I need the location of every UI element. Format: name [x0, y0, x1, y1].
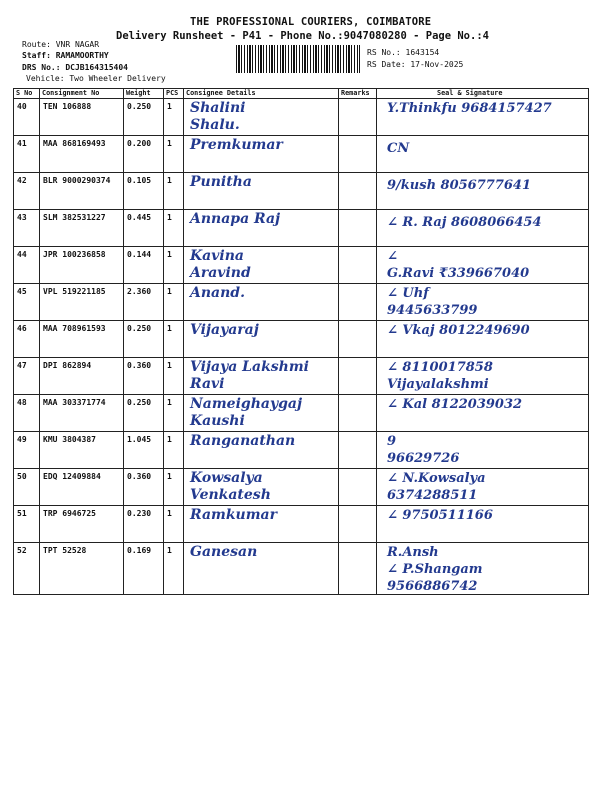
pcs: 1 — [167, 213, 172, 222]
signature-handwriting: ∠ Kal 8122039032 — [387, 397, 523, 412]
pcs: 1 — [167, 139, 172, 148]
sno-cell — [14, 358, 40, 395]
signature-cell — [377, 284, 589, 321]
signature-handwriting: ∠ R. Raj 8608066454 — [387, 215, 542, 230]
sno: 48 — [17, 398, 27, 407]
consignment-cell — [40, 284, 124, 321]
weight: 0.200 — [127, 139, 152, 148]
table-row — [14, 432, 589, 469]
signature-handwriting: 9 — [387, 434, 397, 449]
rs-date: RS Date: 17-Nov-2025 — [367, 60, 464, 69]
consignee-cell — [184, 395, 339, 432]
consignment-cell — [40, 173, 124, 210]
company-title: THE PROFESSIONAL COURIERS, COIMBATORE — [190, 16, 432, 28]
consignment-cell — [40, 395, 124, 432]
remarks — [339, 432, 376, 435]
sno: 45 — [17, 287, 27, 296]
signature-handwriting: ∠ N.Kowsalya — [387, 471, 486, 486]
consignment-cell — [40, 358, 124, 395]
consignee-handwriting: Nameighaygaj — [190, 396, 303, 412]
sno: 51 — [17, 509, 27, 518]
remarks — [339, 358, 376, 361]
runsheet-line: Delivery Runsheet - P41 - Phone No.:9047080280 - Page No.:4 — [116, 30, 489, 42]
pcs: 1 — [167, 102, 172, 111]
consignee-handwriting: Shalini — [190, 100, 246, 116]
weight-cell — [124, 247, 164, 284]
consignee-handwriting: Kowsalya — [190, 470, 263, 486]
consignee-cell — [184, 432, 339, 469]
table-row — [14, 173, 589, 210]
signature-handwriting: ∠ P.Shangam — [387, 562, 483, 577]
signature-handwriting: 9566886742 — [387, 579, 478, 594]
remarks-cell — [339, 395, 377, 432]
col-seal: Seal & Signature — [377, 89, 589, 99]
pcs-cell — [164, 543, 184, 595]
remarks-cell — [339, 99, 377, 136]
remarks-cell — [339, 173, 377, 210]
consignee-handwriting: Aravind — [190, 265, 251, 281]
signature-cell — [377, 321, 589, 358]
weight: 0.250 — [127, 398, 152, 407]
weight-cell — [124, 432, 164, 469]
signature-handwriting: ∠ — [387, 249, 398, 264]
table-row — [14, 543, 589, 595]
signature-handwriting: Y.Thinkfu 9684157427 — [387, 101, 552, 116]
consignee-cell — [184, 358, 339, 395]
table-row — [14, 395, 589, 432]
weight: 0.445 — [127, 213, 152, 222]
table-row — [14, 136, 589, 173]
pcs-cell — [164, 284, 184, 321]
remarks-cell — [339, 321, 377, 358]
remarks-cell — [339, 432, 377, 469]
pcs: 1 — [167, 472, 172, 481]
signature-handwriting: 9/kush 8056777641 — [387, 178, 532, 193]
consignment-number: TRP 6946725 — [43, 509, 96, 518]
pcs: 1 — [167, 435, 172, 444]
col-pcs: PCS — [164, 89, 184, 99]
weight: 0.105 — [127, 176, 152, 185]
consignee-handwriting: Vijayaraj — [190, 322, 259, 338]
weight: 0.169 — [127, 546, 152, 555]
pcs-cell — [164, 432, 184, 469]
col-weight: Weight — [124, 89, 164, 99]
remarks-cell — [339, 543, 377, 595]
consignee-cell — [184, 173, 339, 210]
consignment-cell — [40, 247, 124, 284]
consignee-handwriting: Ravi — [190, 376, 225, 392]
remarks — [339, 173, 376, 176]
weight: 2.360 — [127, 287, 152, 296]
pcs-cell — [164, 469, 184, 506]
table-row — [14, 247, 589, 284]
sno: 46 — [17, 324, 27, 333]
consignee-cell — [184, 469, 339, 506]
table-row — [14, 284, 589, 321]
pcs: 1 — [167, 324, 172, 333]
consignment-cell — [40, 321, 124, 358]
signature-handwriting: ∠ Uhf — [387, 286, 429, 301]
remarks — [339, 99, 376, 102]
remarks — [339, 210, 376, 213]
sno-cell — [14, 136, 40, 173]
weight-cell — [124, 395, 164, 432]
consignee-handwriting: Vijaya Lakshmi — [190, 359, 309, 375]
signature-handwriting: ∠ Vkaj 8012249690 — [387, 323, 530, 338]
pcs: 1 — [167, 509, 172, 518]
weight-cell — [124, 469, 164, 506]
signature-cell — [377, 247, 589, 284]
sno-cell — [14, 173, 40, 210]
consignment-number: MAA 708961593 — [43, 324, 106, 333]
consignee-cell — [184, 136, 339, 173]
remarks — [339, 321, 376, 324]
signature-cell — [377, 173, 589, 210]
consignment-cell — [40, 99, 124, 136]
consignment-number: DPI 862894 — [43, 361, 92, 370]
remarks-cell — [339, 284, 377, 321]
pcs: 1 — [167, 546, 172, 555]
rs-number: RS No.: 1643154 — [367, 48, 440, 57]
sno-cell — [14, 543, 40, 595]
route-text: Route: VNR NAGAR — [22, 40, 100, 49]
table-row — [14, 469, 589, 506]
sno-cell — [14, 284, 40, 321]
consignee-handwriting: Shalu. — [190, 117, 240, 133]
consignee-handwriting: Premkumar — [190, 137, 283, 153]
sno-cell — [14, 321, 40, 358]
consignment-number: KMU 3804387 — [43, 435, 96, 444]
consignee-handwriting: Annapa Raj — [190, 211, 281, 227]
weight: 0.250 — [127, 324, 152, 333]
sno: 47 — [17, 361, 27, 370]
signature-cell — [377, 432, 589, 469]
signature-cell — [377, 543, 589, 595]
consignee-cell — [184, 99, 339, 136]
consignment-number: MAA 868169493 — [43, 139, 106, 148]
consignment-number: TPT 52528 — [43, 546, 87, 555]
remarks — [339, 543, 376, 546]
pcs-cell — [164, 136, 184, 173]
sno: 40 — [17, 102, 27, 111]
table-row — [14, 321, 589, 358]
remarks-cell — [339, 210, 377, 247]
remarks-cell — [339, 358, 377, 395]
weight-cell — [124, 543, 164, 595]
consignee-handwriting: Ramkumar — [190, 507, 277, 523]
table-row — [14, 506, 589, 543]
pcs: 1 — [167, 176, 172, 185]
signature-cell — [377, 210, 589, 247]
runsheet-table — [13, 88, 589, 595]
sno-cell — [14, 506, 40, 543]
weight-cell — [124, 210, 164, 247]
sno-cell — [14, 469, 40, 506]
col-remarks: Remarks — [339, 89, 377, 99]
col-sno: S No — [14, 89, 40, 99]
sno: 44 — [17, 250, 27, 259]
remarks — [339, 506, 376, 509]
weight: 0.360 — [127, 361, 152, 370]
consignee-handwriting: Kaushi — [190, 413, 245, 429]
consignment-cell — [40, 136, 124, 173]
consignee-handwriting: Venkatesh — [190, 487, 271, 503]
col-consignee: Consignee Details — [184, 89, 339, 99]
weight: 0.144 — [127, 250, 152, 259]
staff-text: Staff: RAMAMOORTHY — [22, 51, 109, 60]
signature-handwriting: Vijayalakshmi — [387, 377, 489, 392]
pcs-cell — [164, 321, 184, 358]
consignee-handwriting: Ranganathan — [190, 433, 296, 449]
consignment-cell — [40, 543, 124, 595]
remarks-cell — [339, 469, 377, 506]
pcs: 1 — [167, 250, 172, 259]
weight: 0.360 — [127, 472, 152, 481]
consignment-cell — [40, 210, 124, 247]
sno-cell — [14, 432, 40, 469]
signature-cell — [377, 358, 589, 395]
remarks — [339, 469, 376, 472]
consignment-number: EDQ 12409884 — [43, 472, 101, 481]
remarks-cell — [339, 247, 377, 284]
weight: 1.045 — [127, 435, 152, 444]
consignment-number: BLR 9000290374 — [43, 176, 111, 185]
signature-cell — [377, 506, 589, 543]
signature-handwriting: ∠ 9750511166 — [387, 508, 493, 523]
consignee-cell — [184, 506, 339, 543]
consignment-number: MAA 303371774 — [43, 398, 106, 407]
sno: 50 — [17, 472, 27, 481]
pcs: 1 — [167, 287, 172, 296]
signature-cell — [377, 99, 589, 136]
sno: 43 — [17, 213, 27, 222]
drs-number: DRS No.: DCJB164315404 — [22, 63, 128, 72]
signature-handwriting: CN — [387, 141, 410, 156]
remarks — [339, 395, 376, 398]
weight-cell — [124, 136, 164, 173]
weight: 0.250 — [127, 102, 152, 111]
signature-handwriting: G.Ravi ₹339667040 — [387, 266, 530, 281]
weight-cell — [124, 506, 164, 543]
consignee-cell — [184, 543, 339, 595]
pcs-cell — [164, 395, 184, 432]
weight-cell — [124, 99, 164, 136]
consignment-number: TEN 106888 — [43, 102, 92, 111]
signature-cell — [377, 136, 589, 173]
remarks — [339, 284, 376, 287]
signature-cell — [377, 395, 589, 432]
sno: 49 — [17, 435, 27, 444]
sno: 52 — [17, 546, 27, 555]
pcs-cell — [164, 358, 184, 395]
signature-handwriting: ∠ 8110017858 — [387, 360, 493, 375]
weight: 0.230 — [127, 509, 152, 518]
signature-handwriting: R.Ansh — [387, 545, 439, 560]
consignment-cell — [40, 432, 124, 469]
signature-handwriting: 6374288511 — [387, 488, 478, 503]
pcs-cell — [164, 210, 184, 247]
signature-handwriting: 9445633799 — [387, 303, 478, 318]
pcs: 1 — [167, 398, 172, 407]
sno-cell — [14, 99, 40, 136]
barcode-image — [236, 45, 360, 73]
consignee-cell — [184, 284, 339, 321]
signature-handwriting: 96629726 — [387, 451, 460, 466]
consignee-handwriting: Punitha — [190, 174, 252, 190]
col-consignment: Consignment No — [40, 89, 124, 99]
pcs-cell — [164, 247, 184, 284]
sno-cell — [14, 210, 40, 247]
remarks — [339, 136, 376, 139]
consignee-handwriting: Anand. — [190, 285, 245, 301]
consignee-cell — [184, 210, 339, 247]
table-row — [14, 358, 589, 395]
table-row — [14, 99, 589, 136]
weight-cell — [124, 284, 164, 321]
weight-cell — [124, 321, 164, 358]
consignment-number: SLM 382531227 — [43, 213, 106, 222]
table-row — [14, 210, 589, 247]
consignee-handwriting: Ganesan — [190, 544, 258, 560]
consignee-handwriting: Kavina — [190, 248, 244, 264]
pcs-cell — [164, 173, 184, 210]
remarks — [339, 247, 376, 250]
weight-cell — [124, 358, 164, 395]
sno: 42 — [17, 176, 27, 185]
pcs: 1 — [167, 361, 172, 370]
weight-cell — [124, 173, 164, 210]
remarks-cell — [339, 506, 377, 543]
consignment-cell — [40, 469, 124, 506]
pcs-cell — [164, 99, 184, 136]
consignment-number: VPL 519221185 — [43, 287, 106, 296]
consignment-number: JPR 100236858 — [43, 250, 106, 259]
vehicle-text: Vehicle: Two Wheeler Delivery — [26, 74, 166, 83]
table-header-row — [14, 89, 589, 99]
consignment-cell — [40, 506, 124, 543]
sno-cell — [14, 395, 40, 432]
sno: 41 — [17, 139, 27, 148]
consignee-cell — [184, 321, 339, 358]
sno-cell — [14, 247, 40, 284]
pcs-cell — [164, 506, 184, 543]
remarks-cell — [339, 136, 377, 173]
signature-cell — [377, 469, 589, 506]
consignee-cell — [184, 247, 339, 284]
